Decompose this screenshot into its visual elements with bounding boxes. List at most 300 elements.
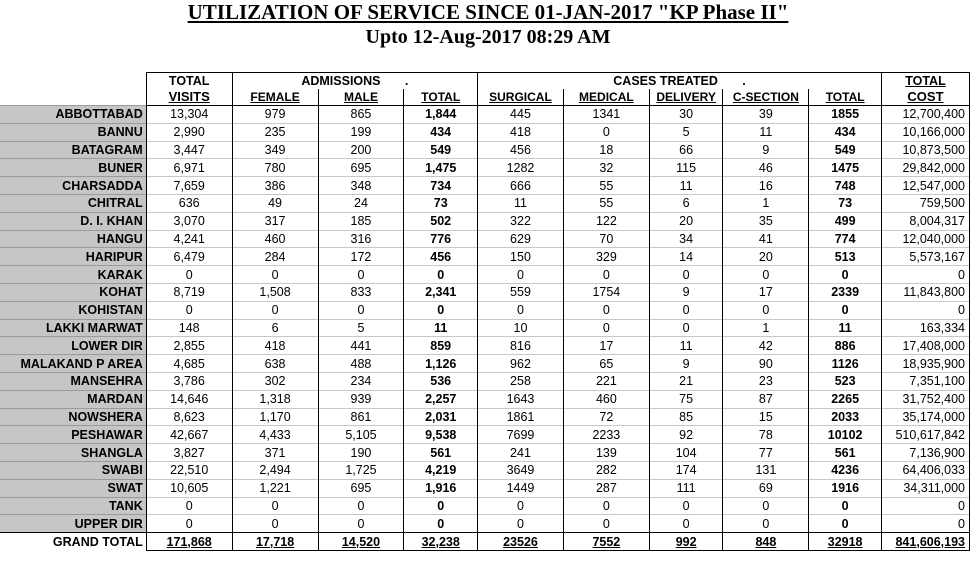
cell-surgical: 456 <box>478 141 564 159</box>
cell-surgical: 258 <box>478 372 564 390</box>
cell-district: SWABI <box>0 461 146 479</box>
cell-total-cost: 12,040,000 <box>881 230 969 248</box>
table-row <box>0 444 970 462</box>
cell-c-section: 1 <box>723 194 809 212</box>
cell-admissions-total: 73 <box>404 194 478 212</box>
cell-male: 441 <box>318 337 404 355</box>
cell-district: HANGU <box>0 230 146 248</box>
cell-female: 49 <box>232 194 318 212</box>
cell-male: 0 <box>318 301 404 319</box>
cell-female: 6 <box>232 319 318 337</box>
cell-admissions-total: 2,257 <box>404 390 478 408</box>
cell-district: KOHISTAN <box>0 301 146 319</box>
cell-female: 317 <box>232 212 318 230</box>
cell-medical: 282 <box>563 461 649 479</box>
cell-surgical: 629 <box>478 230 564 248</box>
cell-visits: 8,623 <box>146 408 232 426</box>
cell-visits: 0 <box>146 301 232 319</box>
cell-admissions-total: 536 <box>404 372 478 390</box>
cell-cases-total: 10102 <box>809 426 882 444</box>
cell-district: LOWER DIR <box>0 337 146 355</box>
cell-male: 939 <box>318 390 404 408</box>
cell-female: 2,494 <box>232 461 318 479</box>
cell-medical: 0 <box>563 497 649 515</box>
cell-surgical: 816 <box>478 337 564 355</box>
cell-district: SHANGLA <box>0 444 146 462</box>
table-row <box>0 266 970 284</box>
cell-admissions-total: 0 <box>404 301 478 319</box>
cell-medical: 287 <box>563 479 649 497</box>
cell-c-section: 42 <box>723 337 809 355</box>
cell-district: HARIPUR <box>0 248 146 266</box>
cell-total-cost: 0 <box>881 497 969 515</box>
cell-female: 0 <box>232 301 318 319</box>
cell-male: 865 <box>318 106 404 124</box>
cell-medical: 18 <box>563 141 649 159</box>
utilization-table <box>0 72 970 551</box>
cell-delivery: 75 <box>649 390 723 408</box>
cell-visits: 0 <box>146 266 232 284</box>
cell-admissions-total: 1,844 <box>404 106 478 124</box>
cell-cases-total: 434 <box>809 123 882 141</box>
table-row <box>0 408 970 426</box>
cell-total-cost: 17,408,000 <box>881 337 969 355</box>
cell-female: 302 <box>232 372 318 390</box>
cell-admissions-total: 1,916 <box>404 479 478 497</box>
cell-medical: 32 <box>563 159 649 177</box>
cell-medical: 1341 <box>563 106 649 124</box>
cell-surgical: 0 <box>478 515 564 533</box>
cell-cases-total: 886 <box>809 337 882 355</box>
header-female: FEMALE <box>232 89 318 106</box>
cell-district: KARAK <box>0 266 146 284</box>
table-row <box>0 515 970 533</box>
cell-female: 1,221 <box>232 479 318 497</box>
cell-visits: 6,479 <box>146 248 232 266</box>
cell-admissions-total: 734 <box>404 177 478 195</box>
cell-district: LAKKI MARWAT <box>0 319 146 337</box>
cell-delivery: 85 <box>649 408 723 426</box>
cell-district: BANNU <box>0 123 146 141</box>
cell-visits: 3,827 <box>146 444 232 462</box>
cell-visits: 148 <box>146 319 232 337</box>
cell-male: 200 <box>318 141 404 159</box>
cell-male: 695 <box>318 479 404 497</box>
header-male: MALE <box>318 89 404 106</box>
cell-female: 17,718 <box>232 533 318 551</box>
cell-surgical: 418 <box>478 123 564 141</box>
cell-c-section: 15 <box>723 408 809 426</box>
cell-surgical: 1861 <box>478 408 564 426</box>
cell-total-cost: 12,547,000 <box>881 177 969 195</box>
table-row <box>0 212 970 230</box>
cell-female: 0 <box>232 266 318 284</box>
header-delivery: DELIVERY <box>649 89 723 106</box>
cell-delivery: 0 <box>649 301 723 319</box>
cell-medical: 0 <box>563 266 649 284</box>
cell-c-section: 20 <box>723 248 809 266</box>
cell-visits: 7,659 <box>146 177 232 195</box>
cell-surgical: 3649 <box>478 461 564 479</box>
table-row <box>0 497 970 515</box>
cell-female: 371 <box>232 444 318 462</box>
cell-cases-total: 774 <box>809 230 882 248</box>
cell-total-cost: 0 <box>881 301 969 319</box>
cell-district: UPPER DIR <box>0 515 146 533</box>
cell-admissions-total: 1,475 <box>404 159 478 177</box>
cell-medical: 122 <box>563 212 649 230</box>
cell-admissions-total: 434 <box>404 123 478 141</box>
table-row <box>0 390 970 408</box>
cell-female: 4,433 <box>232 426 318 444</box>
cell-medical: 0 <box>563 319 649 337</box>
cell-visits: 10,605 <box>146 479 232 497</box>
cell-cases-total: 73 <box>809 194 882 212</box>
cell-female: 284 <box>232 248 318 266</box>
cell-female: 0 <box>232 497 318 515</box>
header-total-cost-1: TOTAL <box>881 73 969 90</box>
cell-male: 488 <box>318 355 404 373</box>
cell-male: 24 <box>318 194 404 212</box>
cell-c-section: 1 <box>723 319 809 337</box>
cell-c-section: 16 <box>723 177 809 195</box>
header-cases-total: TOTAL <box>809 89 882 106</box>
cell-male: 0 <box>318 497 404 515</box>
cell-total-cost: 510,617,842 <box>881 426 969 444</box>
cell-surgical: 0 <box>478 301 564 319</box>
cell-medical: 329 <box>563 248 649 266</box>
cell-male: 14,520 <box>318 533 404 551</box>
cell-district: BATAGRAM <box>0 141 146 159</box>
cell-total-cost: 8,004,317 <box>881 212 969 230</box>
cell-cases-total: 1475 <box>809 159 882 177</box>
table-row <box>0 426 970 444</box>
cell-female: 638 <box>232 355 318 373</box>
cell-c-section: 131 <box>723 461 809 479</box>
cell-district: MALAKAND P AREA <box>0 355 146 373</box>
cell-c-section: 848 <box>723 533 809 551</box>
header-c-section: C-SECTION <box>723 89 809 106</box>
cell-district: CHARSADDA <box>0 177 146 195</box>
cell-medical: 1754 <box>563 283 649 301</box>
header-total-visits-2: VISITS <box>146 89 232 106</box>
cell-surgical: 0 <box>478 266 564 284</box>
cell-delivery: 0 <box>649 319 723 337</box>
cell-male: 190 <box>318 444 404 462</box>
cell-total-cost: 10,166,000 <box>881 123 969 141</box>
cell-surgical: 559 <box>478 283 564 301</box>
cell-admissions-total: 456 <box>404 248 478 266</box>
cell-male: 185 <box>318 212 404 230</box>
cell-surgical: 0 <box>478 497 564 515</box>
cell-delivery: 30 <box>649 106 723 124</box>
table-row <box>0 283 970 301</box>
cell-admissions-total: 9,538 <box>404 426 478 444</box>
cell-admissions-total: 0 <box>404 515 478 533</box>
cell-c-section: 0 <box>723 301 809 319</box>
cell-district: BUNER <box>0 159 146 177</box>
cell-district: NOWSHERA <box>0 408 146 426</box>
cell-district: GRAND TOTAL <box>0 533 146 551</box>
cell-male: 5,105 <box>318 426 404 444</box>
cell-delivery: 0 <box>649 497 723 515</box>
cell-surgical: 7699 <box>478 426 564 444</box>
cell-visits: 4,685 <box>146 355 232 373</box>
cell-c-section: 0 <box>723 266 809 284</box>
cell-c-section: 69 <box>723 479 809 497</box>
cell-delivery: 92 <box>649 426 723 444</box>
table-row <box>0 355 970 373</box>
table-row <box>0 319 970 337</box>
table-row <box>0 177 970 195</box>
table-row <box>0 248 970 266</box>
table-row <box>0 461 970 479</box>
table-row <box>0 301 970 319</box>
cell-admissions-total: 2,341 <box>404 283 478 301</box>
cell-admissions-total: 859 <box>404 337 478 355</box>
cell-total-cost: 0 <box>881 515 969 533</box>
cell-admissions-total: 776 <box>404 230 478 248</box>
cell-delivery: 11 <box>649 177 723 195</box>
cell-medical: 0 <box>563 123 649 141</box>
cell-medical: 0 <box>563 515 649 533</box>
cell-surgical: 241 <box>478 444 564 462</box>
cell-total-cost: 64,406,033 <box>881 461 969 479</box>
header-medical: MEDICAL <box>563 89 649 106</box>
cell-visits: 14,646 <box>146 390 232 408</box>
cell-c-section: 77 <box>723 444 809 462</box>
cell-male: 348 <box>318 177 404 195</box>
cell-delivery: 174 <box>649 461 723 479</box>
cell-total-cost: 12,700,400 <box>881 106 969 124</box>
cell-total-cost: 10,873,500 <box>881 141 969 159</box>
cell-cases-total: 748 <box>809 177 882 195</box>
cell-surgical: 10 <box>478 319 564 337</box>
cell-female: 386 <box>232 177 318 195</box>
cell-medical: 17 <box>563 337 649 355</box>
cell-medical: 2233 <box>563 426 649 444</box>
header-surgical: SURGICAL <box>478 89 564 106</box>
cell-male: 0 <box>318 515 404 533</box>
table-row <box>0 106 970 124</box>
cell-admissions-total: 502 <box>404 212 478 230</box>
table-row <box>0 230 970 248</box>
cell-cases-total: 1855 <box>809 106 882 124</box>
cell-total-cost: 18,935,900 <box>881 355 969 373</box>
cell-cases-total: 549 <box>809 141 882 159</box>
cell-male: 833 <box>318 283 404 301</box>
cell-male: 5 <box>318 319 404 337</box>
cell-admissions-total: 11 <box>404 319 478 337</box>
cell-medical: 221 <box>563 372 649 390</box>
cell-visits: 42,667 <box>146 426 232 444</box>
cell-surgical: 1449 <box>478 479 564 497</box>
table-row <box>0 159 970 177</box>
cell-c-section: 41 <box>723 230 809 248</box>
cell-delivery: 0 <box>649 266 723 284</box>
cell-total-cost: 759,500 <box>881 194 969 212</box>
cell-c-section: 11 <box>723 123 809 141</box>
cell-district: KOHAT <box>0 283 146 301</box>
cell-surgical: 1282 <box>478 159 564 177</box>
cell-delivery: 111 <box>649 479 723 497</box>
cell-cases-total: 0 <box>809 515 882 533</box>
cell-surgical: 445 <box>478 106 564 124</box>
cell-delivery: 992 <box>649 533 723 551</box>
header-admissions: ADMISSIONS . <box>232 73 477 90</box>
cell-female: 780 <box>232 159 318 177</box>
cell-delivery: 115 <box>649 159 723 177</box>
cell-district: MARDAN <box>0 390 146 408</box>
cell-visits: 6,971 <box>146 159 232 177</box>
report-title: UTILIZATION OF SERVICE SINCE 01-JAN-2017 "KP Phase II" <box>187 0 789 24</box>
cell-female: 460 <box>232 230 318 248</box>
cell-cases-total: 2033 <box>809 408 882 426</box>
cell-female: 0 <box>232 515 318 533</box>
cell-admissions-total: 32,238 <box>404 533 478 551</box>
cell-cases-total: 32918 <box>809 533 882 551</box>
cell-c-section: 17 <box>723 283 809 301</box>
cell-male: 316 <box>318 230 404 248</box>
cell-total-cost: 35,174,000 <box>881 408 969 426</box>
cell-visits: 8,719 <box>146 283 232 301</box>
cell-admissions-total: 2,031 <box>404 408 478 426</box>
cell-cases-total: 11 <box>809 319 882 337</box>
cell-cases-total: 0 <box>809 497 882 515</box>
cell-total-cost: 31,752,400 <box>881 390 969 408</box>
cell-c-section: 87 <box>723 390 809 408</box>
cell-district: D. I. KHAN <box>0 212 146 230</box>
cell-delivery: 14 <box>649 248 723 266</box>
cell-district: PESHAWAR <box>0 426 146 444</box>
cell-surgical: 23526 <box>478 533 564 551</box>
cell-visits: 636 <box>146 194 232 212</box>
cell-c-section: 0 <box>723 497 809 515</box>
cell-total-cost: 7,351,100 <box>881 372 969 390</box>
cell-female: 349 <box>232 141 318 159</box>
header-admissions-total: TOTAL <box>404 89 478 106</box>
cell-total-cost: 5,573,167 <box>881 248 969 266</box>
cell-total-cost: 34,311,000 <box>881 479 969 497</box>
cell-visits: 3,786 <box>146 372 232 390</box>
cell-admissions-total: 0 <box>404 497 478 515</box>
cell-cases-total: 1916 <box>809 479 882 497</box>
table-row <box>0 372 970 390</box>
cell-female: 235 <box>232 123 318 141</box>
header-total-cost-2: COST <box>881 89 969 106</box>
cell-surgical: 150 <box>478 248 564 266</box>
cell-male: 695 <box>318 159 404 177</box>
table-row <box>0 479 970 497</box>
cell-visits: 0 <box>146 515 232 533</box>
cell-delivery: 11 <box>649 337 723 355</box>
cell-female: 1,508 <box>232 283 318 301</box>
cell-c-section: 39 <box>723 106 809 124</box>
cell-male: 1,725 <box>318 461 404 479</box>
cell-delivery: 66 <box>649 141 723 159</box>
cell-visits: 171,868 <box>146 533 232 551</box>
cell-c-section: 90 <box>723 355 809 373</box>
cell-female: 979 <box>232 106 318 124</box>
cell-c-section: 23 <box>723 372 809 390</box>
cell-district: MANSEHRA <box>0 372 146 390</box>
cell-male: 0 <box>318 266 404 284</box>
cell-delivery: 34 <box>649 230 723 248</box>
cell-c-section: 35 <box>723 212 809 230</box>
cell-admissions-total: 4,219 <box>404 461 478 479</box>
cell-district: SWAT <box>0 479 146 497</box>
cell-cases-total: 4236 <box>809 461 882 479</box>
cell-cases-total: 499 <box>809 212 882 230</box>
table-row <box>0 141 970 159</box>
grand-total-row <box>0 533 970 551</box>
cell-delivery: 9 <box>649 283 723 301</box>
cell-male: 199 <box>318 123 404 141</box>
cell-visits: 2,855 <box>146 337 232 355</box>
cell-medical: 55 <box>563 177 649 195</box>
cell-c-section: 78 <box>723 426 809 444</box>
cell-visits: 0 <box>146 497 232 515</box>
cell-visits: 3,447 <box>146 141 232 159</box>
cell-visits: 13,304 <box>146 106 232 124</box>
cell-surgical: 1643 <box>478 390 564 408</box>
cell-delivery: 21 <box>649 372 723 390</box>
cell-surgical: 666 <box>478 177 564 195</box>
cell-male: 172 <box>318 248 404 266</box>
table-row <box>0 194 970 212</box>
cell-medical: 460 <box>563 390 649 408</box>
cell-delivery: 5 <box>649 123 723 141</box>
cell-male: 234 <box>318 372 404 390</box>
report-subtitle: Upto 12-Aug-2017 08:29 AM <box>365 26 611 48</box>
cell-surgical: 11 <box>478 194 564 212</box>
cell-medical: 65 <box>563 355 649 373</box>
cell-c-section: 46 <box>723 159 809 177</box>
cell-female: 418 <box>232 337 318 355</box>
cell-delivery: 6 <box>649 194 723 212</box>
table-row <box>0 337 970 355</box>
cell-female: 1,170 <box>232 408 318 426</box>
cell-delivery: 0 <box>649 515 723 533</box>
cell-visits: 4,241 <box>146 230 232 248</box>
cell-medical: 0 <box>563 301 649 319</box>
cell-c-section: 0 <box>723 515 809 533</box>
header-cases-treated: CASES TREATED . <box>478 73 882 90</box>
cell-medical: 55 <box>563 194 649 212</box>
cell-total-cost: 7,136,900 <box>881 444 969 462</box>
cell-district: TANK <box>0 497 146 515</box>
header-total-visits-1: TOTAL <box>146 73 232 90</box>
cell-district: ABBOTTABAD <box>0 106 146 124</box>
cell-medical: 139 <box>563 444 649 462</box>
cell-admissions-total: 549 <box>404 141 478 159</box>
cell-medical: 7552 <box>563 533 649 551</box>
cell-district: CHITRAL <box>0 194 146 212</box>
cell-surgical: 962 <box>478 355 564 373</box>
cell-total-cost: 0 <box>881 266 969 284</box>
cell-total-cost: 841,606,193 <box>881 533 969 551</box>
cell-visits: 22,510 <box>146 461 232 479</box>
cell-surgical: 322 <box>478 212 564 230</box>
cell-delivery: 9 <box>649 355 723 373</box>
cell-male: 861 <box>318 408 404 426</box>
cell-admissions-total: 1,126 <box>404 355 478 373</box>
cell-total-cost: 29,842,000 <box>881 159 969 177</box>
cell-total-cost: 11,843,800 <box>881 283 969 301</box>
cell-medical: 72 <box>563 408 649 426</box>
cell-total-cost: 163,334 <box>881 319 969 337</box>
cell-visits: 3,070 <box>146 212 232 230</box>
